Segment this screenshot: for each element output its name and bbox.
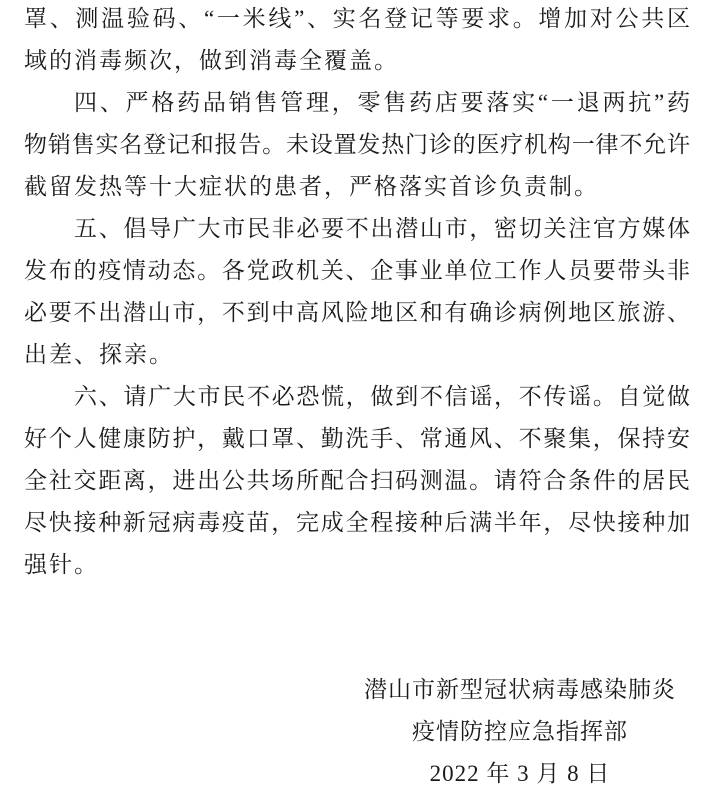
body-line: 尽快接种新冠病毒疫苗，完成全程接种后满半年，尽快接种加 (24, 510, 690, 535)
body-line: 出差、探亲。 (24, 342, 174, 367)
body-line: 六、请广大市民不必恐慌，做到不信谣，不传谣。自觉做 (74, 384, 690, 409)
signature-org-line-1: 潜山市新型冠状病毒感染肺炎 (364, 677, 676, 702)
body-line: 物销售实名登记和报告。未设置发热门诊的医疗机构一律不允许 (24, 132, 690, 157)
signature-date: 2022 年 3 月 8 日 (429, 761, 611, 786)
body-line: 罩、测温验码、“一米线”、实名登记等要求。增加对公共区 (24, 6, 690, 31)
body-line: 域的消毒频次，做到消毒全覆盖。 (24, 48, 399, 73)
body-line: 好个人健康防护，戴口罩、勤洗手、常通风、不聚集，保持安 (24, 426, 690, 451)
body-line: 全社交距离，进出公共场所配合扫码测温。请符合条件的居民 (24, 468, 690, 493)
body-line: 四、严格药品销售管理，零售药店要落实“一退两抗”药 (74, 90, 690, 115)
body-line: 必要不出潜山市，不到中高风险地区和有确诊病例地区旅游、 (24, 300, 690, 325)
body-line: 发布的疫情动态。各党政机关、企事业单位工作人员要带头非 (24, 258, 690, 283)
body-line: 五、倡导广大市民非必要不出潜山市，密切关注官方媒体 (74, 216, 690, 241)
document-body (24, 0, 690, 586)
signature-block (360, 669, 680, 795)
body-line: 强针。 (24, 552, 99, 577)
signature-org-line-2: 疫情防控应急指挥部 (412, 719, 628, 744)
body-line: 截留发热等十大症状的患者，严格落实首诊负责制。 (24, 174, 599, 199)
